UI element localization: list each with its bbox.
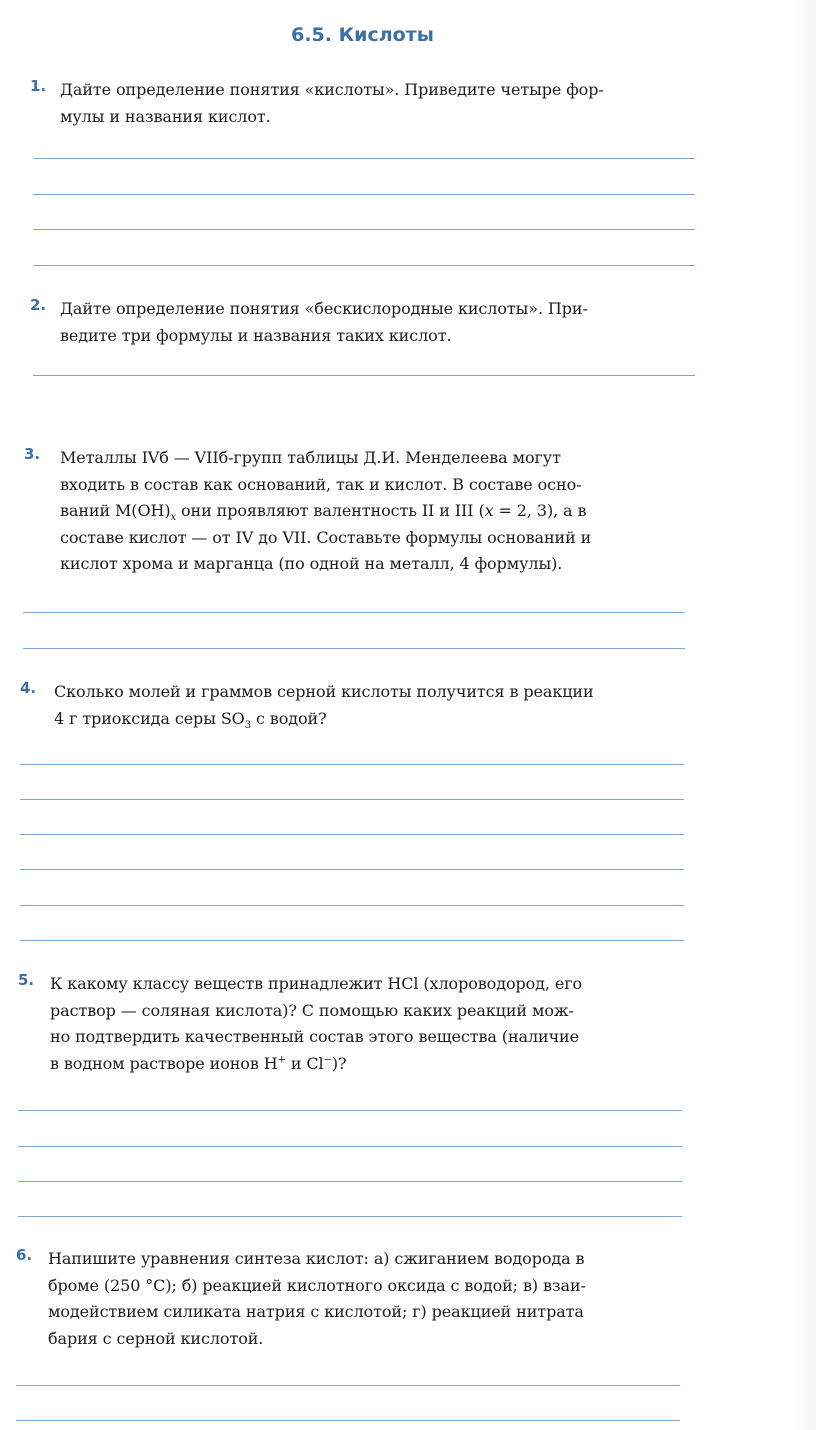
answer-line[interactable]: [20, 940, 684, 941]
answer-line[interactable]: [16, 1420, 680, 1421]
task-text-line: кислот хрома и марганца (по одной на металл, 4 формулы).: [60, 554, 563, 573]
answer-line[interactable]: [33, 229, 695, 230]
task-text-line: К какому классу веществ принадлежит HCl (хлороводород, его: [50, 974, 583, 993]
answer-line[interactable]: [23, 648, 685, 649]
task-text-line: ведите три формулы и названия таких кислот.: [60, 325, 452, 345]
task-text-line: Сколько молей и граммов серной кислоты получится в реакции: [54, 682, 594, 701]
answer-line[interactable]: [18, 1181, 682, 1182]
task-text-line: раствор — соляная кислота)? С помощью каких реакций мож-: [50, 1000, 574, 1020]
task-number: 6.: [16, 1246, 33, 1264]
task-number: 2.: [30, 296, 47, 314]
answer-line[interactable]: [20, 834, 684, 835]
answer-line[interactable]: [33, 194, 695, 195]
task-2: [30, 296, 695, 349]
task-number: 5.: [18, 971, 35, 989]
task-text-line: модействием силиката натрия с кислотой; г) реакцией нитрата: [48, 1302, 584, 1321]
task-text-line: Дайте определение понятия «кислоты». Приведите четыре фор-: [60, 80, 604, 99]
answer-line[interactable]: [23, 612, 685, 613]
task-text-line: Дайте определение понятия «бескислородные кислоты». При-: [60, 299, 588, 318]
task-5: [18, 971, 686, 1077]
task-text-line: входить в состав как оснований, так и кислот. В составе осно-: [60, 474, 582, 494]
task-6: [16, 1246, 684, 1352]
task-text-line: ваний $M(OH)_x$ они проявляют валентность II и III (x = 2, 3), а в: [60, 501, 587, 524]
task-3: [24, 445, 690, 578]
answer-line[interactable]: [33, 265, 695, 266]
answer-line[interactable]: [18, 1146, 682, 1147]
answer-line[interactable]: [20, 869, 684, 870]
task-text-line: бария с серной кислотой.: [48, 1328, 264, 1348]
task-text-line: 4 г триоксида серы $SO_3$ с водой?: [54, 708, 327, 731]
task-text-line: броме (250 °C); б) реакцией кислотного оксида с водой; в) взаи-: [48, 1275, 586, 1295]
task-text-line: Напишите уравнения синтеза кислот: а) сжиганием водорода в: [48, 1249, 585, 1268]
answer-line[interactable]: [20, 905, 684, 906]
task-text-line: составе кислот — от IV до VII. Составьте формулы оснований и: [60, 527, 592, 547]
task-text-line: но подтвердить качественный состав этого вещества (наличие: [50, 1027, 579, 1046]
task-1: [30, 77, 695, 130]
task-text-line: Металлы IVб — VIIб-групп таблицы Д.И. Менделеева могут: [60, 448, 561, 467]
task-number: 3.: [24, 445, 41, 463]
answer-line[interactable]: [20, 799, 684, 800]
task-number: 1.: [30, 77, 47, 95]
task-text-line: в водном растворе ионов H+ и Cl−)?: [50, 1053, 347, 1073]
answer-line[interactable]: [33, 158, 695, 159]
task-4: [20, 679, 690, 732]
answer-line[interactable]: [18, 1110, 682, 1111]
answer-line[interactable]: [20, 764, 684, 765]
answer-line[interactable]: [33, 375, 695, 376]
answer-line[interactable]: [18, 1216, 682, 1217]
task-text-line: мулы и названия кислот.: [60, 106, 271, 126]
section-title: 6.5. Кислоты: [291, 24, 434, 46]
answer-line[interactable]: [16, 1385, 680, 1386]
task-number: 4.: [20, 679, 37, 697]
page-edge-shadow: [790, 0, 816, 1430]
